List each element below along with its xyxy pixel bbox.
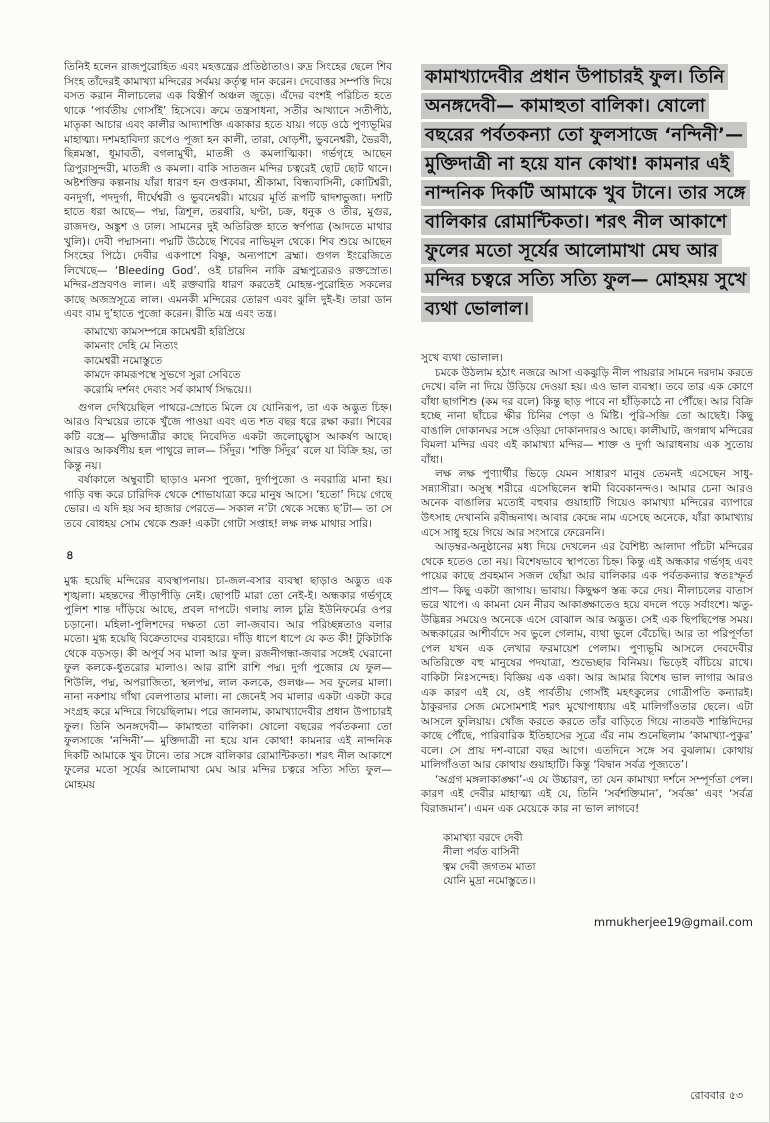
verse-line: নীলা পর্বত বাসিনী [443,846,520,859]
verse-line: কামাখ্যা বরদে দেবী [443,831,523,844]
left-column [64,60,392,792]
mantra-verse [84,325,392,398]
right-column [421,60,753,929]
body-paragraph: চমকে উঠলাম হঠাৎ নজরে আসা একঝুড়ি নীল পায়রার সামনে দরদাম করতে দেখে। বলি না দিয়ে উড়িয়ে দেওয়া হয়। এও ভাল ব্যবস্থা। তবে তার এক কোণে বাঁধা ছাগশিশু (কম দর বলে) কিন্তু ছাড় পাবে না হাঁড়িকাঠে না পৌঁছে। আর বিক্রি হচ্ছে নানা ছাঁচের ক্ষীর চিনির পেড়া ও মিষ্টি। পুরি-সব্জি তো আছেই। কিছু বাঙালি দোকানঘর সঙ্গে ওড়িয়া দোকানদারও আছে। কালীঘাট, জগন্নাথ মন্দিরের বিমলা মন্দির এবং এই কামাখ্যা মন্দির— শাক্ত ও দুর্গা আরাধনায় এক সুতোয় বাঁধা। [421,366,753,466]
body-paragraph-continuation: সুখে ব্যথা ভোলাল। [421,352,503,364]
verse-line: ত্বম দেবী জগতম মাতা [443,860,536,873]
body-paragraph: গুগল দেখিয়েছিল পাথরে-স্রোতে মিলে যে যোনিরূপ, তা এক অদ্ভুত চিহ্ন। আরও বিস্ময়ের তাকে খুঁজে পাওয়া এবং এত শত বছর ধরে রক্ষা করা। শিবের কটি বস্ত্রে— মুক্তিদাত্রীর কাছে নিবেদিত একটা জলোচ্ছ্বাস আকর্ষণ আছে। আরও আকর্ষণীয় হল পাথুরে লাল— সিঁদুর। ‘শক্তি সিঁদুর’ বলে যা বিক্রি হয়, তা কিন্তু নয়। [64,401,392,472]
body-paragraph: ‘অগ্রগ মঙ্গলাকাঙ্ক্ষা’-এ যে উচ্চারণ, তা যেন কামাখ্যা দর্শনে সম্পূর্ণতা পেল। কারণ এই দেবীর মাহাত্ম্য এই যে, তিনি ‘সর্বশক্তিমান’, ‘সর্বজ্ঞ’ এবং ‘সর্বত্র বিরাজমান’। এমন এক মেয়েকে কার না ভাল লাগবে! [421,773,753,815]
page-footer: রোববার ৫৩ [690,1089,743,1102]
verse-line: কামেশ্বরী নমোস্তুতে [84,354,163,367]
section-number: ৪ [66,547,74,562]
verse-line: কামনাং দেহি মে নিত্যং [84,340,178,353]
body-paragraph: বর্ষাকালে অম্বুবাচী ছাড়াও মনসা পুজো, দুর্গাপুজো ও নবরাত্রি মানা হয়। গাড়ি বন্ধ করে চারিদিক থেকে শোভাযাত্রা করে মানুষ আসে। ‘হতো’ দিয়ে গেছে ভোর। এ যদি হয় সব হাজার পেরতে— সকাল ন’টা থেকে সন্ধ্যে ছ’টা— তা সে তবে বোধহয় সোম থেকে শুক্র! একটা গোটা সপ্তাহ! লক্ষ লক্ষ মাথার সারি। [64,474,392,530]
verse-line: যোনি মুদ্রা নমোস্তুতে।। [443,875,536,888]
pull-quote [421,62,753,323]
body-paragraph: তিনিই হলেন রাজপুরোহিত এবং মহত্তন্ত্রের প্রতিষ্ঠাতাও। রুদ্র সিংহের ছেলে শিব সিংহ তাঁদেরই কামাখ্যা মন্দিরের সর্বময় কর্তৃত্ব দান করেন। দেবোত্তর সম্পত্তি দিয়ে বসত করান নীলাচলের এক বিস্তীর্ণ অঞ্চল জুড়ে। এঁদের বংশই পরিচিত হতে থাকে ‘পার্বতীয় গোসাঁই’ হিসেবে। ক্রমে তন্ত্রসাধনা, সতীর আখ্যানে সতীপীঠ, মাতৃকা আচার এবং কালীর আদ্যাশক্তি একাকার হতে যায়। গড়ে ওঠে পুণ্যভূমির মাহাত্ম্য। দশমহাবিদ্যা রূপেও পূজা হন কালী, তারা, ষোড়শী, ভুবনেশ্বরী, ভৈরবী, ছিন্নমস্তা, ধূমাবতী, বগলামুখী, মাতঙ্গী ও কমলাত্মিকা। গর্ভগৃহে আছেন ত্রিপুরাসুন্দরী, মাতঙ্গী ও কমলা। বাকি সাতজন মন্দির চত্বরেই ছোট ছোট থানে। অষ্টশক্তির কল্পনায় যাঁরা ধারণ হন গুপ্তকামা, শ্রীকামা, বিন্ধ্যবাসিনী, কোটিশ্বরী, বনদুর্গা, পদদুর্গা, দীর্ঘেশ্বরী ও ভুবনেশ্বরী। মায়ের মূর্তি রূপটি দ্বাদশভুজা। দশটি হাতে ধরা আছে— পদ্ম, ত্রিশূল, তরবারি, ঘণ্টা, চক্র, ধনুক ও তীর, মুগুর, রাজদণ্ড, অঙ্কুশ ও ঢাল। সামনের দুই অতিরিক্ত হাতে স্বর্ণপাত্র (আদতে মাথার খুলি)। দেবী পদ্মাসনা। পদ্মটি উঠেছে শিবের নাভিমূল থেকে। শিব শুয়ে আছেন সিংহের পিঠে। দেবীর একপাশে বিষ্ণু, অন্যপাশে ব্রহ্মা। গুগল ইংরেজিতে লিখেছে— ‘Bleeding God’. ওই চারদিন নাকি ব্রহ্মপুত্রেরও রক্তস্রোত। মন্দির-প্রস্রবণও লাল। এই রক্তবারি ধারণ করতেই মোহন্ত-পুরোহিত সকলের কাছে অজস্রসূত্রে লাল। এমনকী মন্দিরের তোরণ এবং ঝুলি দুই-ই। তারা ডান এবং বাম দু’হাতে পুজো করেন। রীতি মন্ত্র এবং তন্ত্র। [64,61,392,321]
body-paragraph: মুগ্ধ হয়েছি মন্দিরের ব্যবস্থাপনায়। চা-জল-বসার ব্যবস্থা ছাড়াও অদ্ভুত এক শৃঙ্খলা। মহন্তদের পীড়াপীড়ি নেই। ছোপটি মারা তো নেই-ই। অন্ধকার গর্ভগৃহে পুলিশ শান্ত দাঁড়িয়ে আছে, প্রবল দাপটে। গলায় লাল চুন্রি ইউনিফর্মের ওপর চড়ানো। মহিলা-পুলিশদের দক্ষতা তো লা-জবাব। আর পরিচ্ছন্নতাও বলার মতো। মুগ্ধ হয়েছি বিক্রেতাদের ব্যবহারে। দাঁড়ি ধাপে ধাপে যে কত কী! টুকিটাকি থেকে বড়সড়। কী অপূর্ব সব মালা আর ফুল। রজনীগন্ধা-জবার সঙ্গেই ঘেরানো ফুল কলকে-ধুতরোর মালাও। আর রাশি রাশি পদ্ম। দুর্গা পুজোর যে ফুল— শিউলি, পদ্ম, অপরাজিতা, স্থলপদ্ম, লাল কলকে, গুলঞ্চ— সব ফুলের মালা। নানা নকশায় গাঁথা বেলপাতার মালা। না জেনেই সব মালার একটা একটা করে সংগ্রহ করে মন্দিরে গিয়েছিলাম। পরে জানলাম, কামাখ্যাদেবীর প্রধান উপাচারই ফুল। তিনি অনঙ্গদেবী— কামাহুতা বালিকা। ষোলো বছরের পর্বতকন্যা তো ফুলসাজে ‘নন্দিনী’— মুক্তিদাত্রী না হয়ে যান কোথা! কামনার এই নান্দনিক দিকটি আমাকে খুব টানে। তার সঙ্গে বালিকার রোমান্টিকতা। শরৎ নীল আকাশে ফুলের মতো সূর্যের আলোমাখা মেঘ আর মন্দির চত্বরে সত্যি সত্যি ফুল— মোহময় [64,575,392,791]
contact-email: mmukherjee19@gmail.com [593,914,753,929]
body-paragraph: লক্ষ লক্ষ পুণ্যার্থীর ভিড়ে যেমন সাধারণ মানুষ তেমনই এসেছেন সাধু-সন্ন্যাসীরা। অসুস্থ শরীরে এসেছিলেন স্বামী বিবেকানন্দও। আমার চেনা আরও অনেক বাঙালির মতোই বহুবার গুয়াহাটি গিয়েও কামাখ্যা মন্দিরের ব্যাপারে উৎসাহ দেখাননি রবীন্দ্রনাথ। আবার কেন্দ্রে নাম এসেছে অনেকে, যাঁরা কামাখ্যায় এসে সাধু হয়ে গিয়ে আর সংসারে ফেরেননি। [421,468,753,539]
verse-line: করোমি দর্শনং দেব্যং সর্ব কামার্থ সিদ্ধয়ে।। [84,384,252,397]
body-paragraph: আড়ম্বর-অনুষ্ঠানের মধ্য দিয়ে দেখলেন এর বৈশিষ্ট্য আলাদা পাঁচটা মন্দিরের থেকে হতেও তো নয়। বিশেষভাবে স্থাপত্যে চিহ্ন। কিন্তু এই অন্ধকার গর্ভগৃহ এবং পায়ের কাছে প্রবহমান সজল ছোঁয়া আর বালিকার এক পর্বতকন্যার স্বতঃস্ফূর্ত প্রাণ— কিছু একটা জাগায়। ভাবায়। কিছুক্ষণ স্তব্ধ করে দেয়। নীলাচলের বাতাস ভরে খাপে। এ কামনা যেন নীরব আকাঙ্ক্ষাতেও হয়ে বদলে পড়ে সর্বাংশে। ঋতু-উদ্ভিন্নর সময়েও অনেকে এসে বোঝাল আর অদ্ভুত। সেই এক ছিপছিপেন্ত সময়। অন্ধকারের আশীর্বাদে সব ভুলে গেলাম, ব্যথা ভুলে বেঁচেছি। আর তা পরিপূর্ণতা পেল যখন এক লেখার ফরমায়েশ পেলাম। পুণ্যভূমি আসলে দেবদেবীর অতিরিক্তে বহু মানুষের পদযাত্রা, শুভেচ্ছার বিনিময়। ভিড়েই বাঁচিয়ে রাখে। বাকিটা নিঃসন্দেহ। বিজ্ঞিয় এক একা। আর আমার বিশেষ ভাল লাগার আরও এক কারণ এই যে, ওই পার্বতীয় গোসাঁই মহৎকুলের গোত্রীপতি কন্যারই। ঠাকুরদার সেজ মেসোমশাই শরৎ মুখোপাধ্যায় এই মালিগাঁওতার ছেলে। এটা আসলে ফুলিয়ায়। খোঁজ করতে করতে তাঁর বাড়িতে গিয়ে নাতবউ শান্তিদিদের কাছে পৌঁছে, পারিবারিক ইতিহাসের সূত্রে এঁর নাম শুনেছিলাম ‘কামাখ্যা-পুকুর’ বলে। সে প্রায় দশ-বারো বছর আগে। এতদিনে সঙ্গে সব বুঝলাম। কোথায় মালিগাঁওতা আর কোথায় গুয়াহাটি। কিন্তু ‘বিদ্বান সর্বত্র পূজ্যতে’। [421,541,753,772]
pull-quote-text: কামাখ্যাদেবীর প্রধান উপাচারই ফুল। তিনি অনঙ্গদেবী— কামাহুতা বালিকা। ষোলো বছরের পর্বতকন্যা তো ফুলসাজে ‘নন্দিনী’— মুক্তিদাত্রী না হয়ে যান কোথা! কামনার এই নান্দনিক দিকটি আমাকে খুব টানে। তার সঙ্গে বালিকার রোমান্টিকতা। শরৎ নীল আকাশে ফুলের মতো সূর্যের আলোমাখা মেঘ আর মন্দির চত্বরে সত্যি সত্যি ফুল— মোহময় সুখে ব্যথা ভোলাল। [421,64,750,322]
closing-verse [443,831,753,889]
verse-line: কামাখ্যে কামসম্পন্নে কামেশ্বরী হরিপ্রিয়ে [84,325,246,338]
verse-line: কামদে কামরূপস্থে সুভগে সুরা সেবিতে [84,369,241,382]
